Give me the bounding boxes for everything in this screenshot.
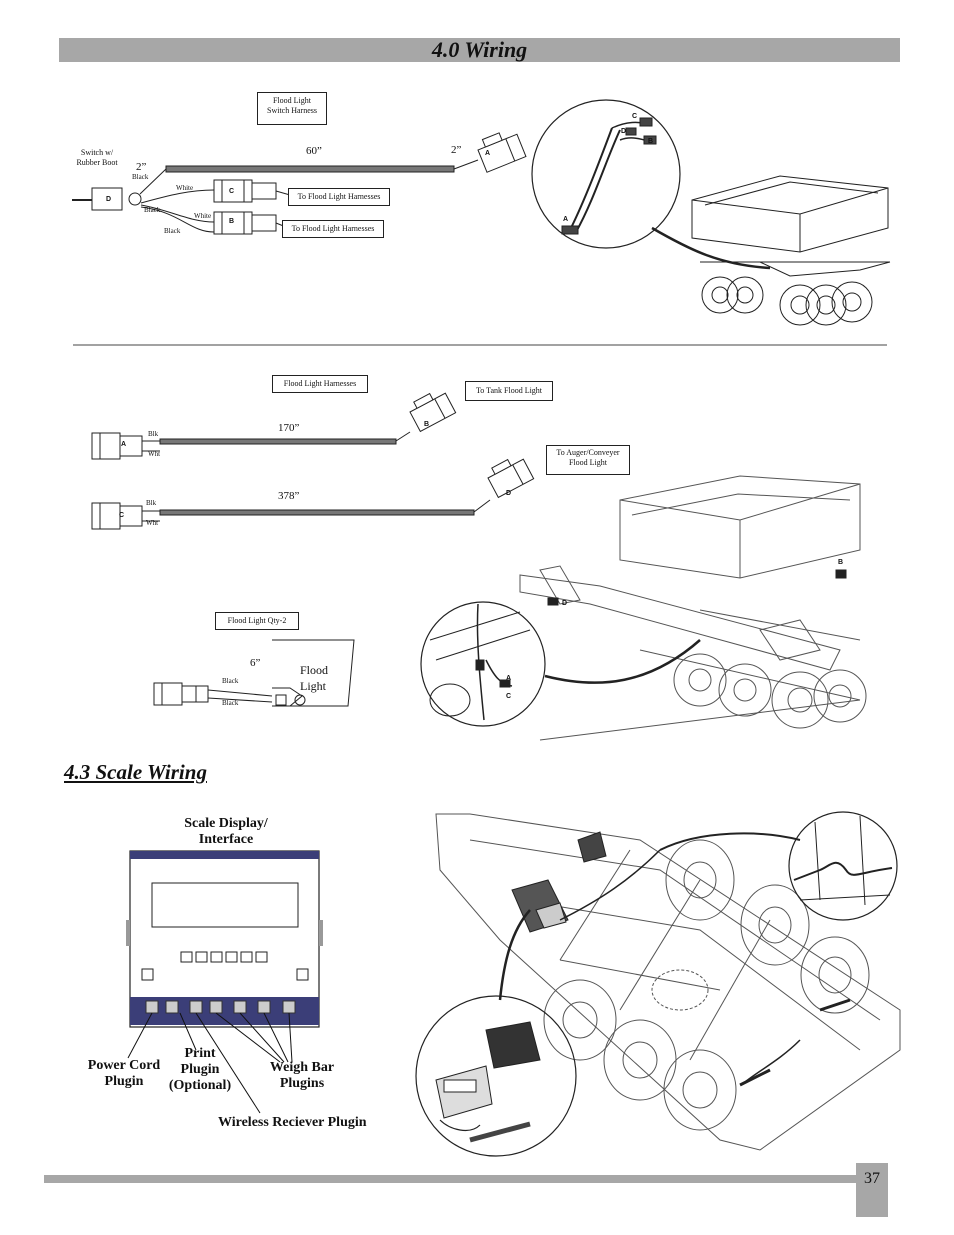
harness-cable-378: [160, 510, 474, 515]
wire-white-label: White: [176, 184, 194, 192]
to-flood-light-harnesses-box: To Flood Light Harnesses: [282, 220, 384, 238]
connector-a-letter: A: [121, 441, 127, 448]
to-tank-flood-light-box: To Tank Flood Light: [465, 381, 553, 401]
connector-b-letter: B: [229, 218, 235, 225]
wire-blk-label: Blk: [146, 499, 157, 507]
wire-blk-label: Blk: [148, 430, 159, 438]
flood-light-qty-box: Flood Light Qty-2: [215, 612, 299, 630]
tank-detail-circle: [532, 100, 680, 248]
footer-bar: [44, 1175, 856, 1183]
weigh-bar-plugins-label: Weigh Bar Plugins: [269, 1060, 335, 1091]
connector-c-letter: C: [229, 188, 235, 195]
detail-letter-b: B: [648, 138, 654, 145]
detail-letter-d: D: [562, 600, 568, 607]
scale-display-label: Scale Display/ Interface: [184, 816, 268, 847]
detail-letter-d: D: [621, 128, 627, 135]
dim-60: 60”: [306, 145, 322, 157]
flood-light-lamp-label: Flood Light: [300, 663, 329, 693]
print-plugin-label: Print Plugin (Optional): [168, 1046, 232, 1093]
switch-label: Switch w/ Rubber Boot: [76, 148, 118, 167]
detail-letter-b: B: [838, 559, 844, 566]
to-flood-light-harnesses-box: To Flood Light Harnesses: [288, 188, 390, 206]
detail-letter-c: C: [632, 113, 638, 120]
wire-black-label: Black: [222, 699, 239, 707]
page-number: 37: [864, 1170, 880, 1187]
scale-wiring-title: 4.3 Scale Wiring: [64, 760, 207, 784]
wireless-receiver-plugin-label: Wireless Reciever Plugin: [218, 1115, 367, 1130]
wire-wht-label: Wht: [146, 519, 159, 527]
dim-6: 6”: [250, 657, 261, 669]
dim-2-right: 2”: [451, 144, 462, 156]
wire-black-label: Black: [222, 677, 239, 685]
wire-black-label: Black: [144, 206, 161, 214]
dim-378: 378”: [278, 490, 300, 502]
connector-c-letter: C: [119, 512, 125, 519]
connector-b-letter: B: [424, 421, 430, 428]
power-cord-plugin-label: Power Cord Plugin: [87, 1058, 161, 1089]
dim-2-left: 2”: [136, 161, 147, 173]
switch-harness-label-box: Flood Light Switch Harness: [257, 92, 327, 125]
detail-letter-a: A: [506, 675, 512, 682]
connector-d-letter: D: [506, 490, 512, 497]
harness-cable-170: [160, 439, 396, 444]
section-title: 4.0 Wiring: [431, 37, 528, 62]
detail-letter-c: C: [506, 693, 512, 700]
wire-white-label: White: [194, 212, 212, 220]
detail-letter-a: A: [563, 216, 569, 223]
wire-black-label: Black: [132, 173, 149, 181]
wire-black-label: Black: [164, 227, 181, 235]
wire-wht-label: Wht: [148, 450, 161, 458]
connector-d-letter: D: [106, 196, 112, 203]
flood-light-harnesses-box: Flood Light Harnesses: [272, 375, 368, 393]
rubber-boot: [129, 193, 141, 205]
connector-a-letter: A: [485, 150, 491, 157]
to-auger-flood-light-box: To Auger/Conveyer Flood Light: [546, 445, 630, 475]
harness-cable-60: [166, 166, 454, 172]
dim-170: 170”: [278, 422, 300, 434]
